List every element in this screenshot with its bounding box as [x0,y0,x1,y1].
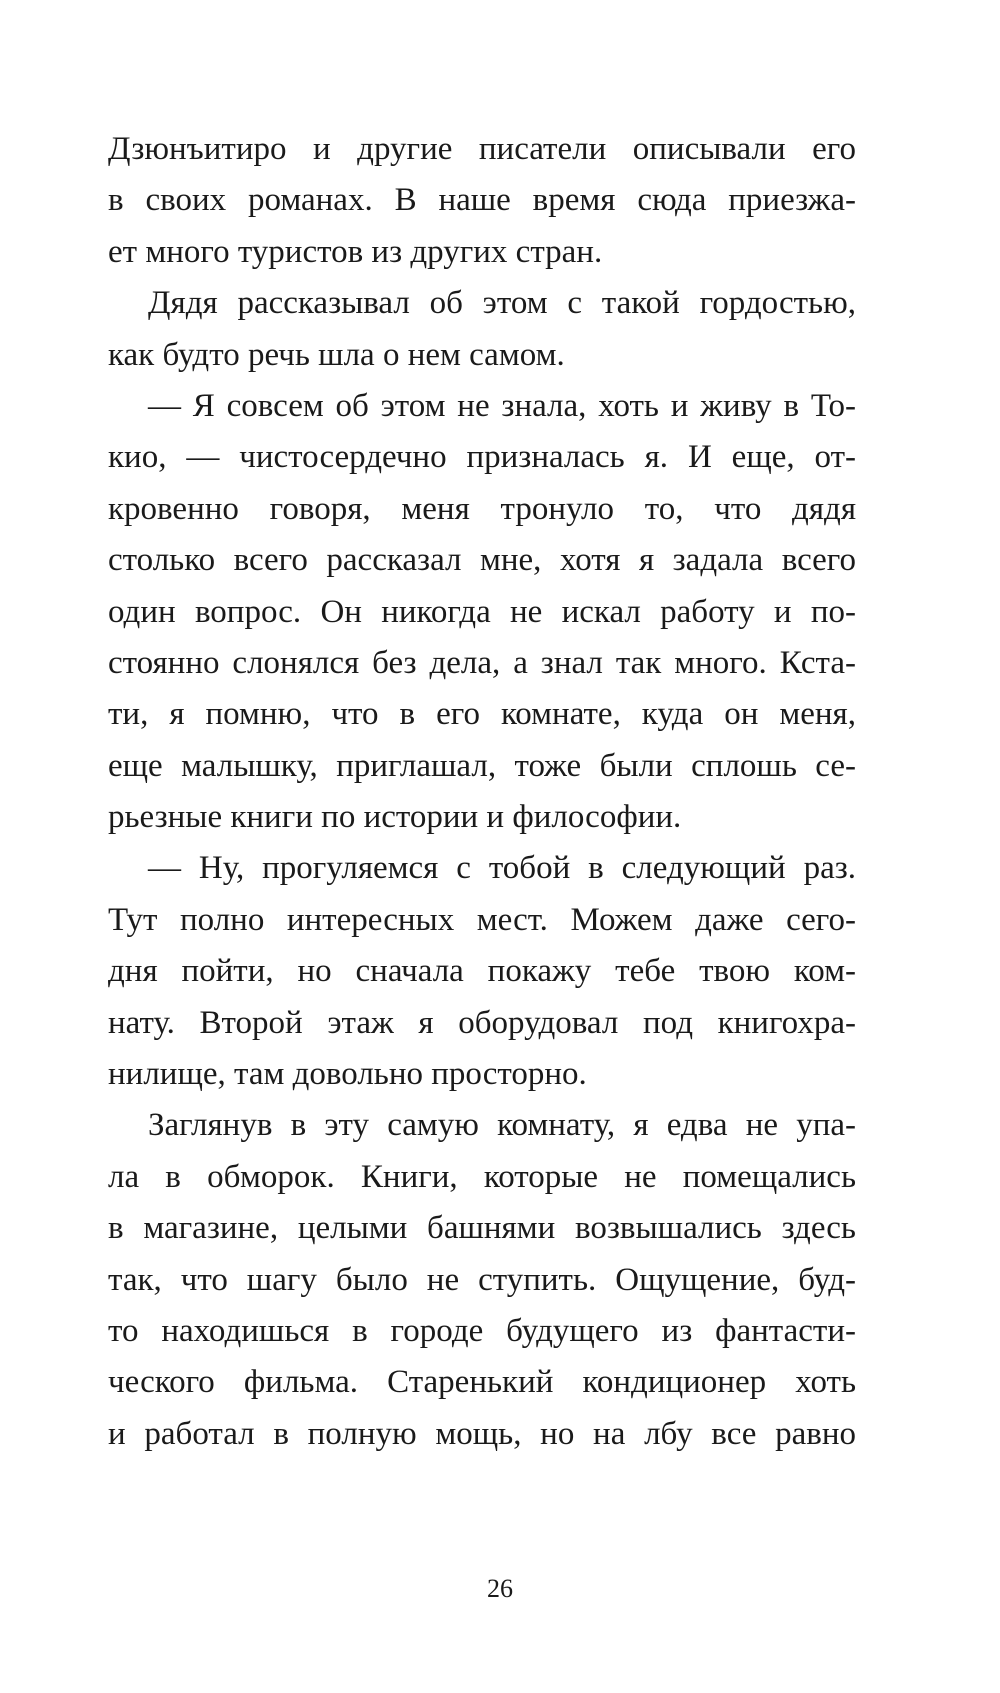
text-line: ти, я помню, что в его комнате, куда он меня, [108,696,856,733]
text-line: кио, — чистосердечно призналась я. И еще, от- [108,439,856,476]
text-line: нилище, там довольно просторно. [108,1056,587,1093]
text-line: Дзюнъитиро и другие писатели описывали его [108,131,856,167]
text-line: как будто речь шла о нем самом. [108,336,565,373]
text-line: ла в обморок. Книги, которые не помещались [108,1158,856,1195]
text-line: ческого фильма. Старенький кондиционер хоть [108,1364,856,1401]
text-line: — Ну, прогуляемся с тобой в следующий раз. [148,850,856,887]
text-line: то находишься в городе будущего из фантасти- [108,1312,856,1349]
text-line: — Я совсем об этом не знала, хоть и живу в То- [148,387,856,424]
text-line: еще малышку, приглашал, тоже были сплошь се- [108,747,856,784]
text-line: стоянно слонялся без дела, а знал так много. Кста- [108,644,856,681]
text-line: столько всего рассказал мне, хотя я задала всего [108,542,856,579]
body-text [108,124,856,1460]
text-line: ет много туристов из других стран. [108,233,603,270]
text-line: Тут полно интересных мест. Можем даже сего- [108,901,856,938]
text-line: и работал в полную мощь, но на лбу все равно [108,1415,856,1452]
text-line: в магазине, целыми башнями возвышались здесь [108,1210,856,1247]
text-line: нату. Второй этаж я оборудовал под книгохра- [108,1004,856,1041]
page-number: 26 [487,1574,513,1603]
text-line: Дядя рассказывал об этом с такой гордостью, [148,285,856,322]
text-line: дня пойти, но сначала покажу тебе твою ком- [108,953,856,990]
text-line: так, что шагу было не ступить. Ощущение, буд- [108,1261,856,1298]
text-line: Заглянув в эту самую комнату, я едва не упа- [148,1107,856,1144]
text-line: один вопрос. Он никогда не искал работу и по- [108,593,856,630]
text-line: в своих романах. В наше время сюда приезжа- [108,182,856,219]
text-line: рьезные книги по истории и философии. [108,799,682,836]
text-line: кровенно говоря, меня тронуло то, что дядя [108,490,856,527]
